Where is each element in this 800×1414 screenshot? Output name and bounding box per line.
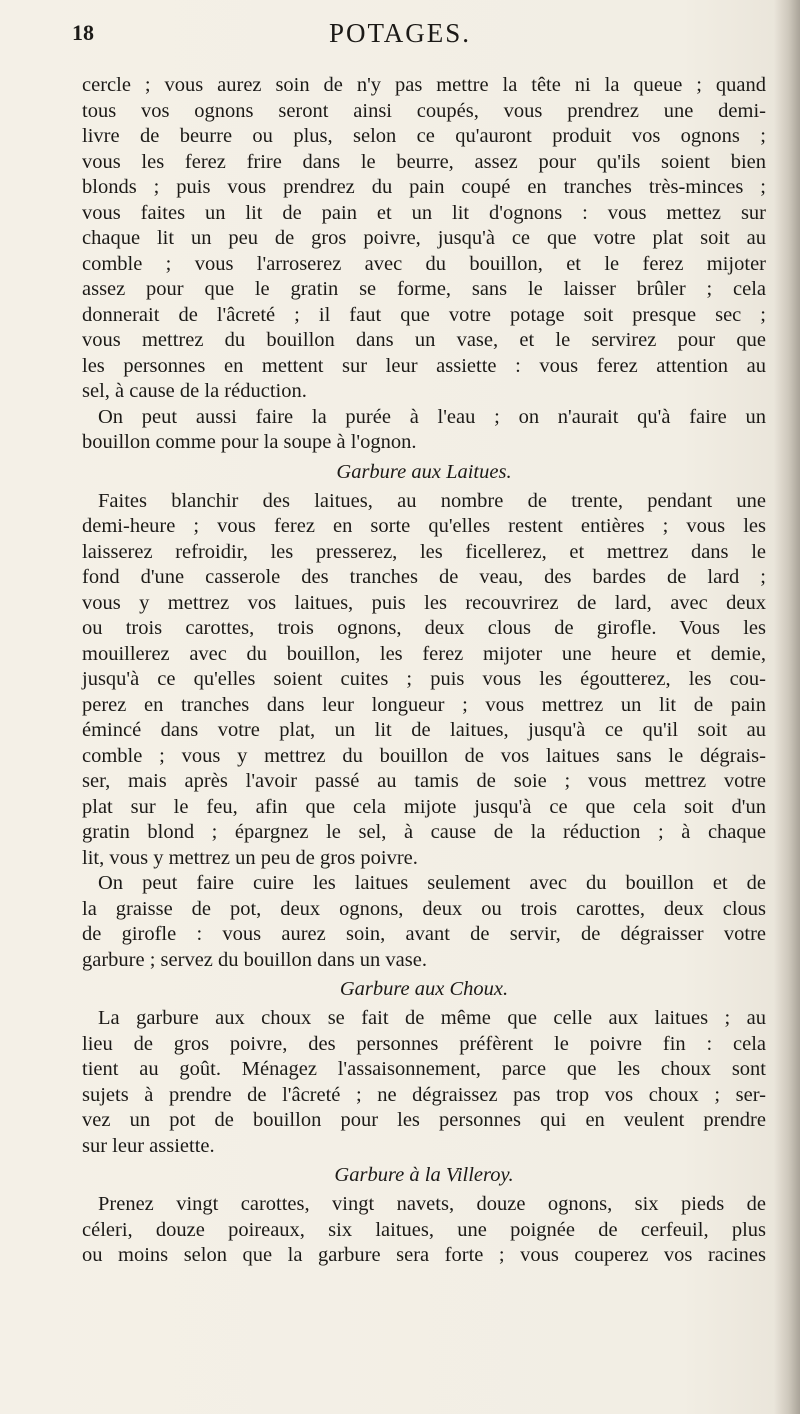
paragraph-first-line: On peut faire cuire les laitues seulement avec du bouillon et de xyxy=(98,872,766,894)
paragraph-last-line: sur leur assiette. xyxy=(82,1134,215,1157)
text-line: assez pour que le gratin se forme, sans le laisser brûler ; cela xyxy=(82,278,766,300)
text-line: chaque lit un peu de gros poivre, jusqu'à ce que votre plat soit au xyxy=(82,227,766,249)
paragraph-last-line: garbure ; servez du bouillon dans un vase. xyxy=(82,948,427,971)
text-line: vous mettrez du bouillon dans un vase, et le servirez pour que xyxy=(82,329,766,351)
text-line: donnerait de l'âcreté ; il faut que votre potage soit presque sec ; xyxy=(82,303,766,326)
section-heading: Garbure aux Choux. xyxy=(339,978,509,1000)
text-line: plat sur le feu, afin que cela mijote jusqu'à ce que cela soit d'un xyxy=(82,795,766,818)
text-line: tient au goût. Ménagez l'assaisonnement, parce que les choux sont xyxy=(82,1058,766,1080)
text-line: ou moins selon que la garbure sera forte ; vous couperez vos racines xyxy=(82,1244,766,1266)
page-edge-shadow xyxy=(774,0,800,1414)
paragraph-last-line: bouillon comme pour la soupe à l'ognon. xyxy=(82,431,417,453)
text-line: la graisse de pot, deux ognons, deux ou trois carottes, deux clous xyxy=(82,897,766,920)
paragraph-first-line: Prenez vingt carottes, vingt navets, douze ognons, six pieds de xyxy=(98,1193,766,1215)
text-line: comble ; vous y mettrez du bouillon de vos laitues sans le dégrais- xyxy=(82,744,766,767)
text-line: sujets à prendre de l'âcreté ; ne dégraissez pas trop vos choux ; ser- xyxy=(82,1083,766,1106)
paragraph-first-line: La garbure aux choux se fait de même que celle aux laitues ; au xyxy=(98,1007,766,1029)
text-line: perez en tranches dans leur longueur ; vous mettrez un lit de pain xyxy=(82,693,766,716)
body-text xyxy=(82,73,766,1269)
text-line: ou trois carottes, trois ognons, deux clous de girofle. Vous les xyxy=(82,617,766,639)
text-line: jusqu'à ce qu'elles soient cuites ; puis vous les égoutterez, les cou- xyxy=(82,668,766,690)
text-line: cercle ; vous aurez soin de n'y pas mettre la tête ni la queue ; quand xyxy=(82,74,766,96)
text-line: mouillerez avec du bouillon, les ferez mijoter une heure et demie, xyxy=(82,642,766,665)
text-line: gratin blond ; épargnez le sel, à cause de la réduction ; à chaque xyxy=(82,821,766,843)
text-line: blonds ; puis vous prendrez du pain coupé en tranches très-minces ; xyxy=(82,176,766,198)
text-line: de girofle : vous aurez soin, avant de servir, de dégraisser votre xyxy=(82,923,766,945)
text-line: vous faites un lit de pain et un lit d'ognons : vous mettez sur xyxy=(82,201,766,224)
text-line: comble ; vous l'arroserez avec du bouillon, et le ferez mijoter xyxy=(82,252,766,275)
text-line: vez un pot de bouillon pour les personnes qui en veulent prendre xyxy=(82,1109,766,1131)
section-heading: Garbure à la Villeroy. xyxy=(334,1164,514,1186)
paragraph-last-line: lit, vous y mettrez un peu de gros poivre. xyxy=(82,846,418,869)
text-line: vous les ferez frire dans le beurre, assez pour qu'ils soient bien xyxy=(82,150,766,173)
section-heading: Garbure aux Laitues. xyxy=(336,460,512,483)
paragraph-first-line: Faites blanchir des laitues, au nombre de trente, pendant une xyxy=(98,489,766,512)
running-header xyxy=(0,16,800,58)
text-line: céleri, douze poireaux, six laitues, une poignée de cerfeuil, plus xyxy=(82,1218,766,1241)
text-line: émincé dans votre plat, un lit de laitues, jusqu'à ce qu'il soit au xyxy=(82,719,766,741)
text-line: livre de beurre ou plus, selon ce qu'auront produit vos ognons ; xyxy=(82,125,766,147)
text-line: demi-heure ; vous ferez en sorte qu'elles restent entières ; vous les xyxy=(82,515,766,537)
text-line: vous y mettrez vos laitues, puis les recouvrirez de lard, avec deux xyxy=(82,591,766,614)
text-line: tous vos ognons seront ainsi coupés, vous prendrez une demi- xyxy=(82,99,766,122)
text-line: ser, mais après l'avoir passé au tamis de soie ; vous mettrez votre xyxy=(82,770,766,792)
page-number: 18 xyxy=(72,20,94,45)
text-line: fond d'une casserole des tranches de veau, des bardes de lard ; xyxy=(82,566,766,588)
running-title: POTAGES. xyxy=(328,18,472,48)
text-line: laisserez refroidir, les presserez, les ficellerez, et mettrez dans le xyxy=(82,540,766,563)
paragraph-last-line: sel, à cause de la réduction. xyxy=(82,380,307,402)
paragraph-first-line: On peut aussi faire la purée à l'eau ; on n'aurait qu'à faire un xyxy=(98,405,766,428)
text-line: les personnes en mettent sur leur assiette : vous ferez attention au xyxy=(82,354,766,377)
text-line: lieu de gros poivre, des personnes préfèrent le poivre fin : cela xyxy=(82,1032,766,1055)
